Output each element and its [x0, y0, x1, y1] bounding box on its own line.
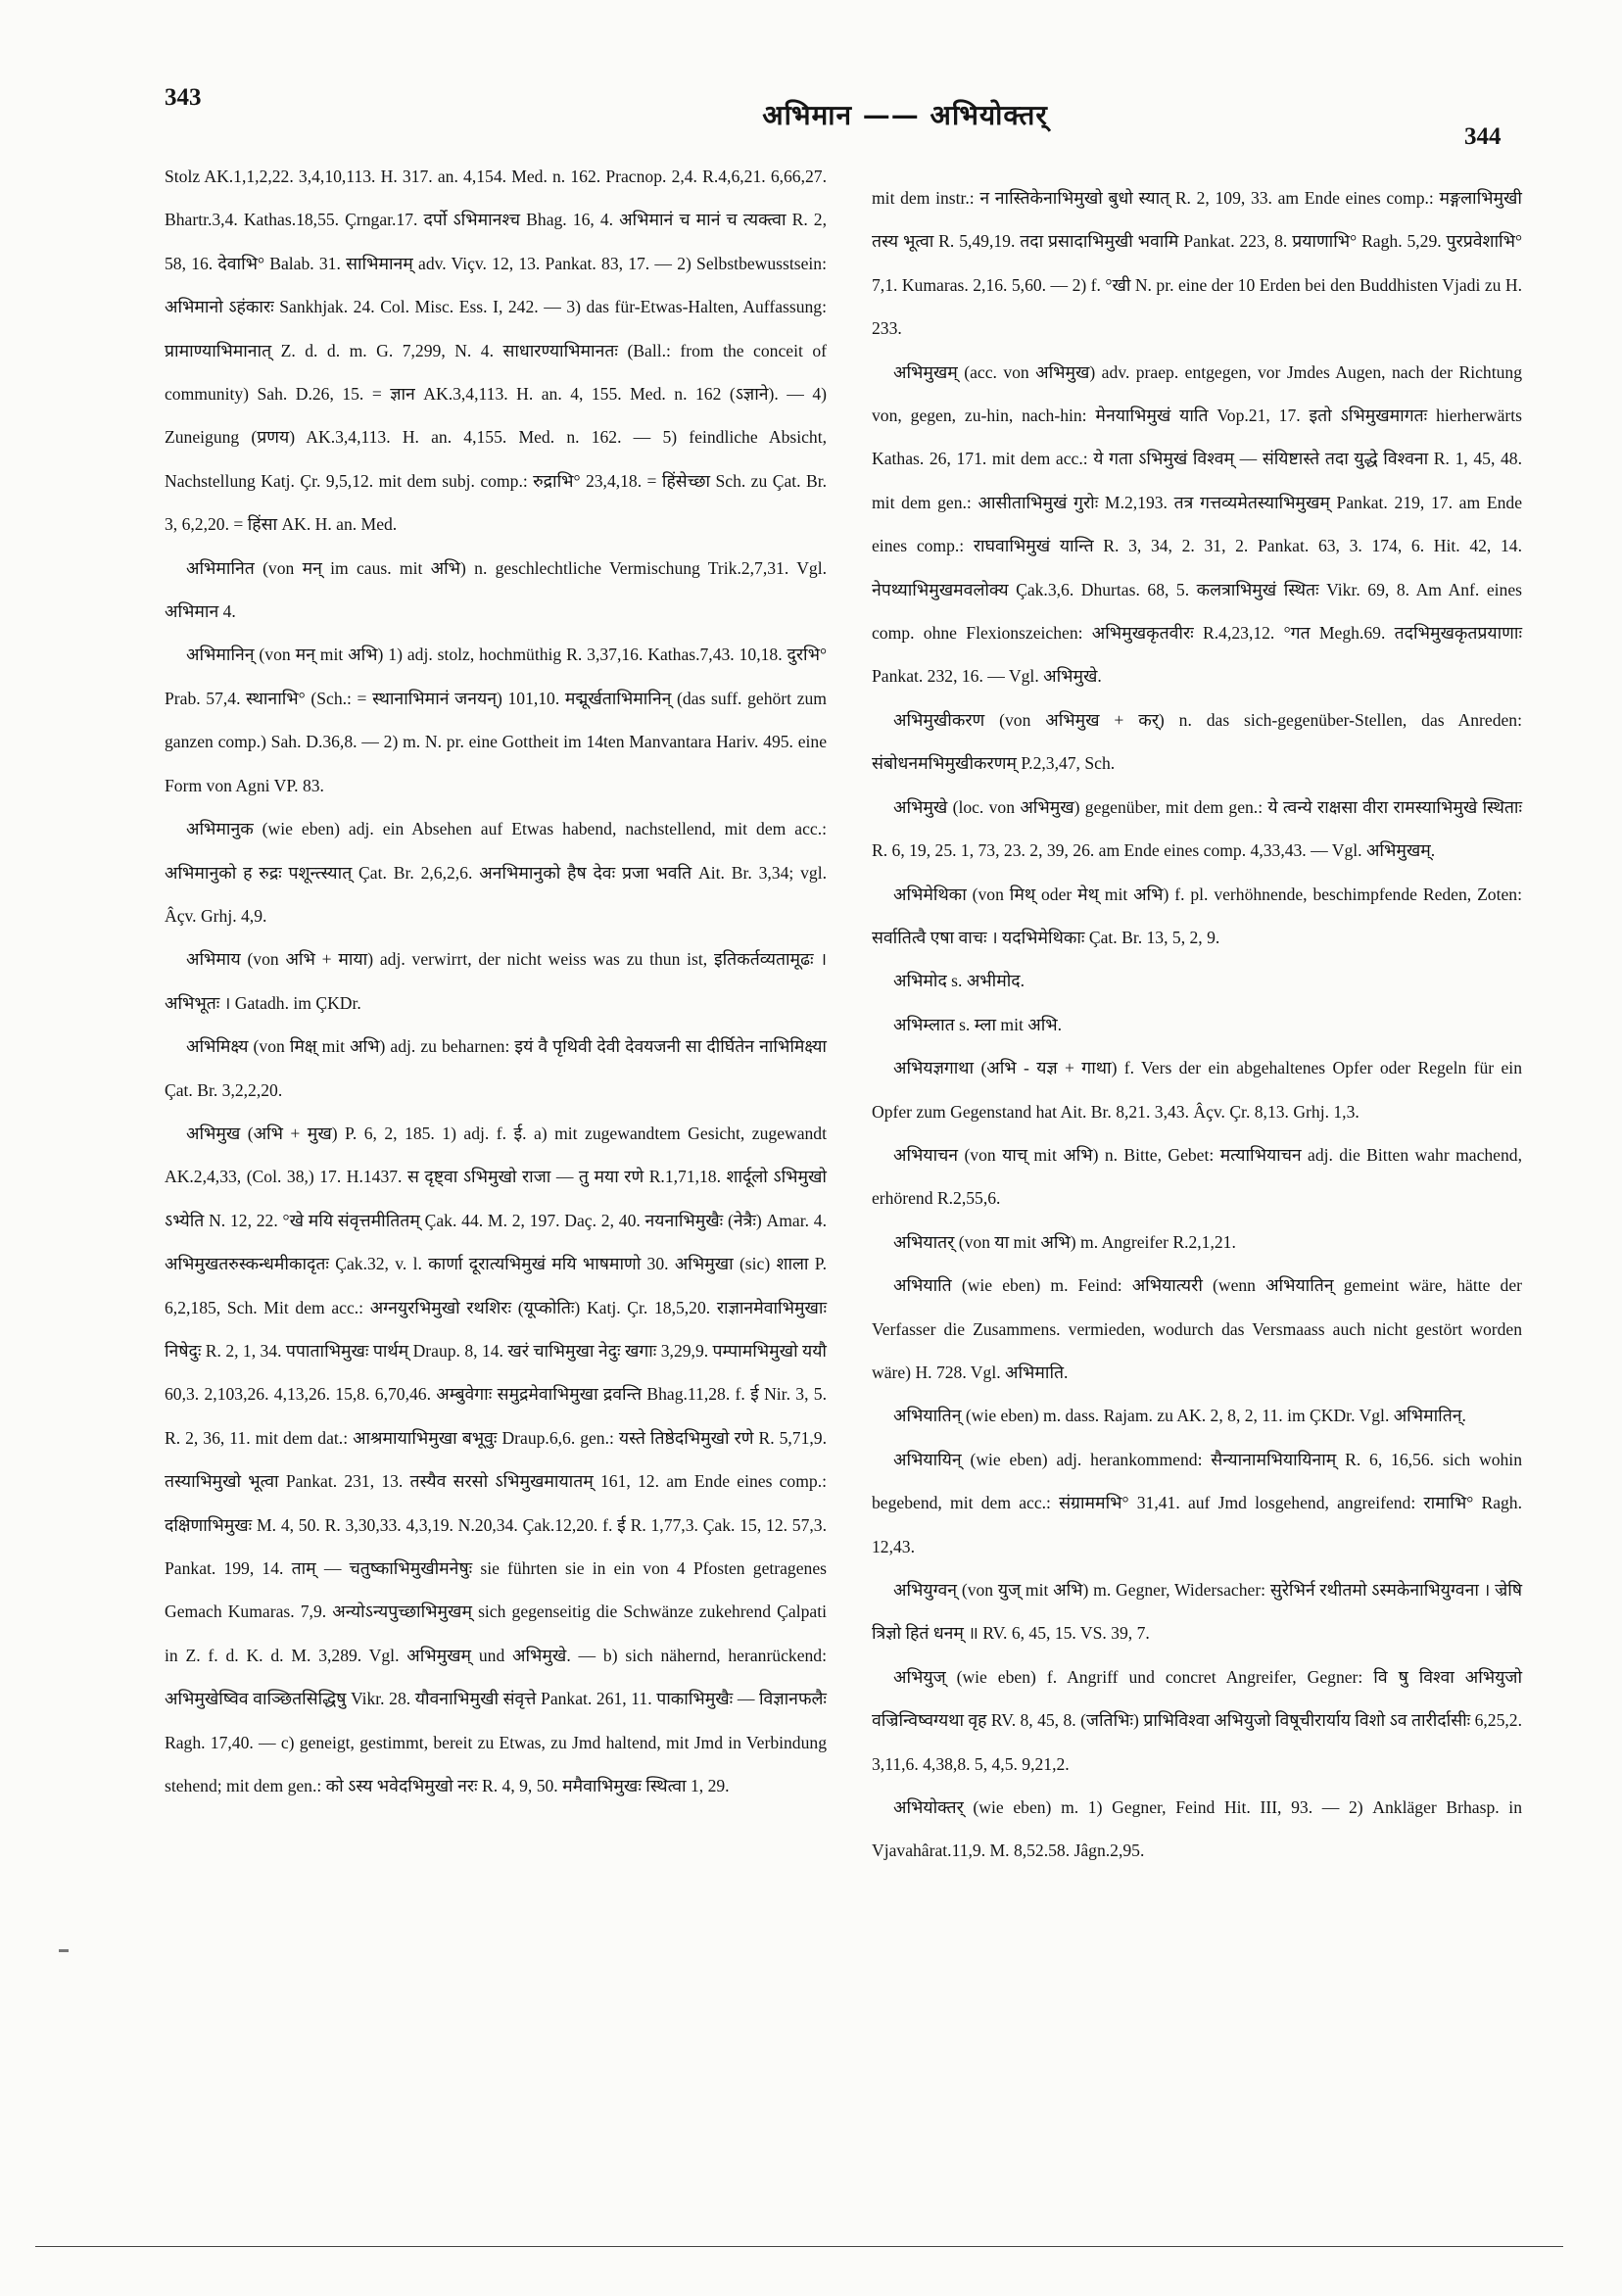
dictionary-entry: अभियायिन् (wie eben) adj. herankommend: सैन्यानामभियायिनाम् R. 6, 16,56. sich wohin begebend, mit dem acc.: संग्राममभि° 31,41. auf Jmd losgehend, angreifend: रामाभि° Ragh. 12,43.: [872, 1449, 1522, 1556]
dictionary-entry: अभिमानित (von मन् im caus. mit अभि) n. geschlechtliche Vermischung Trik.2,7,31. Vgl. अभिमान 4.: [165, 557, 827, 622]
bottom-rule: [35, 2246, 1563, 2247]
page-number-right: 344: [1464, 123, 1502, 150]
dictionary-entry: अभिमानुक (wie eben) adj. ein Absehen auf Etwas habend, nachstellend, mit dem acc.: अभिमानुको ह रुद्रः पशून्त्स्यात् Çat. Br. 2,6,2,6. अनभिमानुको हैष देवः प्रजा भवति Ait. Br. 3,34; vgl. Âçv. Grhj. 4,9.: [165, 819, 827, 926]
dictionary-entry: Stolz AK.1,1,2,22. 3,4,10,113. H. 317. an. 4,154. Med. n. 162. Pracnop. 2,4. R.4,6,21. 6,66,27. Bhartr.3,4. Kathas.18,55. Çrngar.17. दर्पो ऽभिमानश्च Bhag. 16, 4. अभिमानं च मानं च त्यक्त्वा R. 2, 58, 16. देवाभि° Balab. 31. साभिमानम् adv. Viçv. 12, 13. Pankat. 83, 17. — 2) Selbstbewusstsein: अभिमानो ऽहंकारः Sankhjak. 24. Col. Misc. Ess. I, 242. — 3) das für-Etwas-Halten, Auffassung: प्रामाण्याभिमानात् Z. d. d. m. G. 7,299, N. 4. साधारण्याभिमानतः (Ball.: from the conceit of community) Sah. D.26, 15. = ज्ञान AK.3,4,113. H. an. 4, 155. Med. n. 162 (ऽज्ञाने). — 4) Zuneigung (प्रणय) AK.3,4,113. H. an. 4,155. Med. n. 162. — 5) feindliche Absicht, Nachstellung Katj. Çr. 9,5,12. mit dem subj. comp.: रुद्राभि° 23,4,18. = हिंसेच्छा Sch. zu Çat. Br. 3, 6,2,20. = हिंसा AK. H. an. Med.: [165, 167, 827, 535]
dictionary-entry: अभिमिक्ष्य (von मिक्ष् mit अभि) adj. zu beharnen: इयं वै पृथिवी देवी देवयजनी सा दीर्घितेन नाभिमिक्ष्या Çat. Br. 3,2,2,20.: [165, 1036, 827, 1100]
dictionary-entry: अभिमुखम् (acc. von अभिमुख) adv. praep. entgegen, vor Jmdes Augen, nach der Richtung von, gegen, zu-hin, nach-hin: मेनयाभिमुखं याति Vop.21, 17. इतो ऽभिमुखमागतः hierherwärts Kathas. 26, 171. mit dem acc.: ये गता ऽभिमुखं विश्वम् — संयिष्टास्ते तदा युद्धे विश्वना R. 1, 45, 48. mit dem gen.: आसीताभिमुखं गुरोः M.2,193. तत्र गत्तव्यमेतस्याभिमुखम् Pankat. 219, 17. am Ende eines comp.: राघवाभिमुखं यान्ति R. 3, 34, 2. 31, 2. Pankat. 63, 3. 174, 6. Hit. 42, 14. नेपथ्याभिमुखमवलोक्य Çak.3,6. Dhurtas. 68, 5. कलत्राभिमुखं स्थितः Vikr. 69, 8. Am Anf. eines comp. ohne Flexionszeichen: अभिमुखकृतवीरः R.4,23,12. °गत Megh.69. तदभिमुखकृतप्रयाणाः Pankat. 232, 16. — Vgl. अभिमुखे.: [872, 361, 1522, 687]
dictionary-entry: अभियातर् (von या mit अभि) m. Angreifer R.2,1,21.: [893, 1231, 1236, 1252]
dictionary-entry: अभिमेथिका (von मिथ् oder मेथ् mit अभि) f. pl. verhöhnende, beschimpfende Reden, Zoten: सर्वातित्वै एषा वाचः । यदभिमेथिकाः Çat. Br. 13, 5, 2, 9.: [872, 884, 1522, 947]
dictionary-entry: अभिमुखे (loc. von अभिमुख) gegenüber, mit dem gen.: ये त्वन्ये राक्षसा वीरा रामस्याभिमुखे स्थिताः R. 6, 19, 25. 1, 73, 23. 2, 39, 26. am Ende eines comp. 4,33,43. — Vgl. अभिमुखम्.: [872, 796, 1522, 861]
dictionary-entry: अभियुग्वन् (von युज् mit अभि) m. Gegner, Widersacher: सुरेभिर्न रथीतमो ऽस्मकेनाभियुग्वना । ज्रेषि त्रिज्ञो हितं धनम् ॥ RV. 6, 45, 15. VS. 39, 7.: [872, 1580, 1522, 1644]
dictionary-entry: अभियुज् (wie eben) f. Angriff und concret Angreifer, Gegner: वि षु विश्वा अभियुजो वज्रिन्विष्वग्यथा वृह RV. 8, 45, 8. (जतिभिः) प्राभिविश्वा अभियुजो विषूचीरार्याय विशो ऽव तारीर्दासीः 6,25,2. 3,11,6. 4,38,8. 5, 4,5. 9,21,2.: [872, 1666, 1522, 1774]
dictionary-entry: अभियोक्तर् (wie eben) m. 1) Gegner, Feind Hit. III, 93. — 2) Ankläger Brhasp. in Vjavahârat.11,9. M. 8,52.58. Jâgn.2,95.: [872, 1797, 1522, 1861]
dictionary-entry: अभिमुखीकरण (von अभिमुख + कर्) n. das sich-gegenüber-Stellen, das Anreden: संबोधनमभिमुखीकरणम् P.2,3,47, Sch.: [872, 709, 1522, 774]
page-number-left: 343: [165, 84, 202, 111]
left-column: [165, 155, 827, 1807]
dictionary-entry: अभिमुख (अभि + मुख) P. 6, 2, 185. 1) adj. f. ई. a) mit zugewandtem Gesicht, zugewandt AK.2,4,33, (Col. 38,) 17. H.1437. स दृष्ट्वा ऽभिमुखो राजा — तु मया रणे R.1,71,18. शार्दूलो ऽभिमुखो ऽभ्येति N. 12, 22. °खे मयि संवृत्तमीतितम् Çak. 44. M. 2, 197. Daç. 2, 40. नयनाभिमुखैः (नेत्रैः) Amar. 4. अभिमुखतरुस्कन्धमीकादृतः Çak.32, v. l. कार्णा दूरात्यभिमुखं मयि भाषमाणो 30. अभिमुखा (sic) शाला P. 6,2,185, Sch. Mit dem acc.: अग्नयुरभिमुखो रथशिरः (यूप्कोतिः) Katj. Çr. 18,5,20. राज्ञानमेवाभिमुखाः निषेदुः R. 2, 1, 34. पपाताभिमुखः पार्थम् Draup. 8, 14. खरं चाभिमुखा नेदुः खगाः 3,29,9. पम्पामभिमुखो ययौ 60,3. 2,103,26. 4,13,26. 15,8. 6,70,46. अम्बुवेगाः समुद्रमेवाभिमुखा द्रवन्ति Bhag.11,28. f. ई Nir. 3, 5. R. 2, 36, 11. mit dem dat.: आश्रमायाभिमुखा बभूवुः Draup.6,6. gen.: यस्ते तिष्ठेदभिमुखो रणे R. 5,71,9. तस्याभिमुखो भूत्वा Pankat. 231, 13. तस्यैव सरसो ऽभिमुखमायातम् 161, 12. am Ende eines comp.: दक्षिणाभिमुखः M. 4, 50. R. 3,30,33. 4,3,19. N.20,34. Çak.12,20. f. ई R. 1,77,3. Çak. 15, 12. 57,3. Pankat. 199, 14. ताम् — चतुष्काभिमुखीमनेषुः sie führten sie in ein von 4 Pfosten getragenes Gemach Kumaras. 7,9. अन्योऽन्यपुच्छाभिमुखम् sich gegenseitig die Schwänze zukehrend Çalpati in Z. f. d. K. d. M. 3,289. Vgl. अभिमुखम् und अभिमुखे. — b) sich nähernd, heranrückend: अभिमुखेष्विव वाञ्छितसिद्धिषु Vikr. 28. यौवनाभिमुखी संवृत्ते Pankat. 261, 11. पाकाभिमुखैः — विज्ञानफलैः Ragh. 17,40. — c) geneigt, gestimmt, bereit zu Etwas, zu Jmd haltend, mit Jmd in Verbindung stehend; mit dem gen.: को ऽस्य भवेदभिमुखो नरः R. 4, 9, 50. ममैवाभिमुखः स्थित्वा 1, 29.: [165, 1123, 827, 1796]
dictionary-entry: अभियातिन् (wie eben) m. dass. Rajam. zu AK. 2, 8, 2, 11. im ÇKDr. Vgl. अभिमातिन्.: [893, 1406, 1466, 1426]
dictionary-entry: अभियाचन (von याच् mit अभि) n. Bitte, Gebet: मत्याभियाचन adj. die Bitten wahr machend, erhörend R.2,55,6.: [872, 1144, 1522, 1209]
margin-mark: [59, 1949, 69, 1952]
dictionary-entry: अभिमानिन् (von मन् mit अभि) 1) adj. stolz, hochmüthig R. 3,37,16. Kathas.7,43. 10,18. दुरभि° Prab. 57,4. स्थानाभि° (Sch.: = स्थानाभिमानं जनयन्) 101,10. मद्मूर्खताभिमानिन् (das suff. gehört zum ganzen comp.) Sah. D.36,8. — 2) m. N. pr. eine Gottheit im 14ten Manvantara Hariv. 495. eine Form von Agni VP. 83.: [165, 645, 827, 795]
dictionary-entry: अभिम्लात s. म्ला mit अभि.: [893, 1014, 1063, 1034]
running-head: अभिमान —— अभियोक्तर्: [762, 99, 1048, 131]
dictionary-entry: अभियज्ञगाथा (अभि - यज्ञ + गाथा) f. Vers der ein abgehaltenes Opfer oder Regeln für ein Opfer zum Gegenstand hat Ait. Br. 8,21. 3,43. Âçv. Çr. 8,13. Grhj. 1,3.: [872, 1058, 1522, 1122]
right-column: [872, 176, 1522, 1873]
dictionary-entry: अभियाति (wie eben) m. Feind: अभियात्यरी (wenn अभियातिन् gemeint wäre, hätte der Verfasser die Zusammens. vermieden, wodurch das Versmaass auch nicht gestört worden wäre) H. 728. Vgl. अभिमाति.: [872, 1275, 1522, 1382]
dictionary-entry: अभिमोद s. अभीमोद.: [893, 971, 1026, 991]
dictionary-entry: अभिमाय (von अभि + माया) adj. verwirrt, der nicht weiss was zu thun ist, इतिकर्तव्यतामूढः । अभिभूतः । Gatadh. im ÇKDr.: [165, 949, 827, 1013]
dictionary-entry: mit dem instr.: न नास्तिकेनाभिमुखो बुधो स्यात् R. 2, 109, 33. am Ende eines comp.: मङ्गलाभिमुखी तस्य भूत्वा R. 5,49,19. तदा प्रसादाभिमुखी भवामि Pankat. 223, 8. प्रयाणाभि° Ragh. 5,29. पुरप्रवेशाभि° 7,1. Kumaras. 2,16. 5,60. — 2) f. °खी N. pr. eine der 10 Erden bei den Buddhisten Vjadi zu H. 233.: [872, 188, 1522, 339]
